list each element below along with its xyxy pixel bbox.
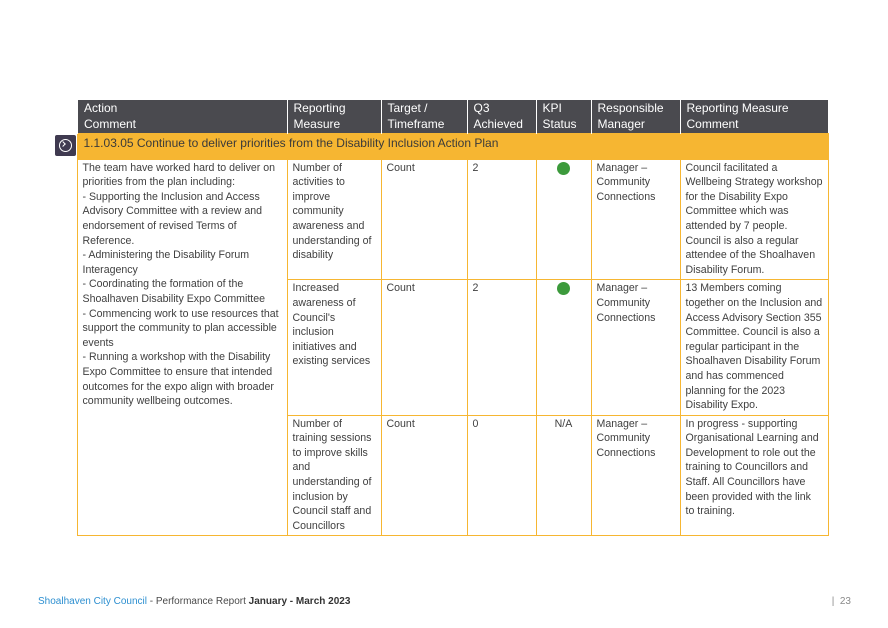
table-header-row: [54, 100, 828, 134]
responsible-manager: Manager – Community Connections: [591, 415, 680, 536]
kpi-status: [536, 280, 591, 415]
target-timeframe: Count: [381, 159, 467, 280]
chevron-circle-right-icon[interactable]: [55, 135, 76, 156]
header-responsible-manager: Responsible Manager: [591, 100, 680, 134]
action-title-row: [54, 134, 828, 160]
reporting-measure: Number of training sessions to improve skills and understanding of inclusion by Council staff and Councillors: [287, 415, 381, 536]
target-timeframe: Count: [381, 415, 467, 536]
reporting-measure-comment: 13 Members coming together on the Inclusion and Access Advisory Section 355 Committee. Council is also a regular participant in the Shoalhaven Disability Forum and has commenced planning for the 2023 Disability Expo.: [680, 280, 828, 415]
expand-cell: [54, 134, 77, 160]
footer-report-title: [38, 596, 350, 607]
responsible-manager: Manager – Community Connections: [591, 280, 680, 415]
header-q3-achieved: Q3 Achieved: [467, 100, 536, 134]
q3-achieved: 2: [467, 159, 536, 280]
header-target-timeframe: Target / Timeframe: [381, 100, 467, 134]
target-timeframe: Count: [381, 280, 467, 415]
footer-period: January - March 2023: [248, 596, 351, 607]
responsible-manager: Manager – Community Connections: [591, 159, 680, 280]
header-reporting-measure: Reporting Measure: [287, 100, 381, 134]
performance-table: [54, 100, 829, 536]
footer-separator: - Performance Report: [146, 596, 249, 607]
reporting-measure-comment: Council facilitated a Wellbeing Strategy workshop for the Disability Expo Committee which was attended by 7 people. Council is also a regular attendee of the Shoalhaven Disability Forum.: [680, 159, 828, 280]
table-row: [54, 159, 828, 280]
header-spacer: [54, 100, 77, 134]
q3-achieved: 2: [467, 280, 536, 415]
page-number: [832, 596, 851, 607]
page-number-value: 23: [839, 596, 851, 607]
header-action-comment: Action Comment: [77, 100, 287, 134]
header-reporting-measure-comment: Reporting Measure Comment: [680, 100, 828, 134]
action-title: 1.1.03.05 Continue to deliver priorities from the Disability Inclusion Action Plan: [77, 134, 828, 160]
kpi-status: [536, 159, 591, 280]
action-comment: The team have worked hard to deliver on priorities from the plan including: - Supporting the Inclusion and Access Advisory Committee with a review and endorsement of revised Terms of Reference. - Administering the Disability Forum Interagency - Coordinating the formation of the Shoalhaven Disability Expo Committee - Commencing work to use resources that support the community to plan accessible events - Running a workshop with the Disability Expo Committee to ensure that intended outcomes for the expo align with broader community wellbeing outcomes.: [77, 159, 287, 536]
kpi-status: N/A: [536, 415, 591, 536]
page-separator: |: [831, 596, 835, 607]
status-dot-icon: [557, 282, 570, 295]
reporting-measure: Increased awareness of Council's inclusion initiatives and existing services: [287, 280, 381, 415]
q3-achieved: 0: [467, 415, 536, 536]
reporting-measure-comment: In progress - supporting Organisational Learning and Development to role out the training to Councillors and Staff. All Councillors have been provided with the link to training.: [680, 415, 828, 536]
reporting-measure: Number of activities to improve community awareness and understanding of disability: [287, 159, 381, 280]
status-dot-icon: [557, 162, 570, 175]
header-kpi-status: KPI Status: [536, 100, 591, 134]
footer-org: Shoalhaven City Council: [38, 596, 147, 607]
